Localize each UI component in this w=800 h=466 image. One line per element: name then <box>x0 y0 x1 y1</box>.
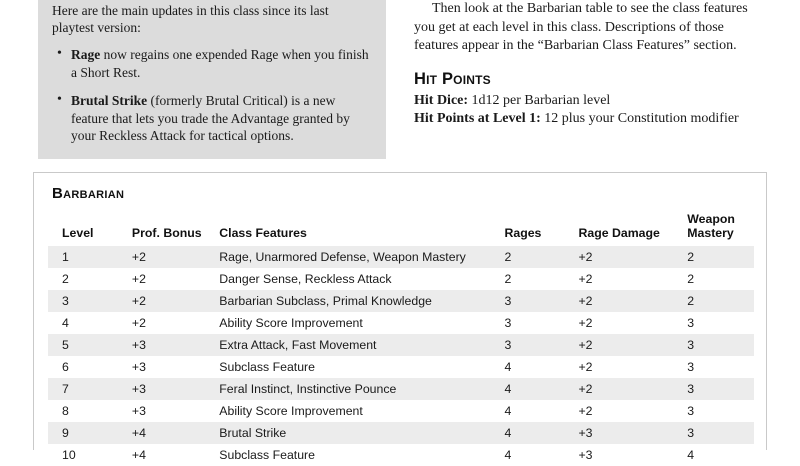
cell-level: 8 <box>62 404 69 418</box>
bullet-text: (formerly Brutal Critical) is a new feature that lets you trade the Advantage granted by your Reckless Attack for tactical options. <box>71 93 350 143</box>
cell-level: 5 <box>62 338 69 352</box>
cell-class-features: Feral Instinct, Instinctive Pounce <box>219 382 397 396</box>
cell-prof-bonus: +3 <box>131 382 146 396</box>
cell-rages: 3 <box>504 316 512 330</box>
cell-rages: 3 <box>504 294 512 308</box>
cell-level: 1 <box>62 250 69 264</box>
cell-rages: 4 <box>504 382 512 396</box>
table-row <box>48 334 754 356</box>
table-body <box>48 246 754 466</box>
hit-points-level1-value: 12 plus your Constitution modifier <box>540 111 739 126</box>
table-row <box>48 312 754 334</box>
table-row <box>48 290 754 312</box>
cell-rage-damage: +2 <box>578 294 593 308</box>
cell-level: 2 <box>62 272 69 286</box>
table-row <box>48 246 754 268</box>
column-header-rage-damage: Rage Damage <box>578 226 660 240</box>
cell-rage-damage: +2 <box>578 404 593 418</box>
left-column <box>36 0 386 165</box>
cell-class-features: Subclass Feature <box>219 360 315 374</box>
intro-paragraph: Then look at the Barbarian table to see the class features you get at each level in this class. Descriptions of those features appear in the “Barbarian Class Features” section. <box>414 1 748 53</box>
list-item <box>69 92 372 145</box>
table-row <box>48 400 754 422</box>
column-header-weapon-mastery: Weapon Mastery <box>687 212 735 240</box>
cell-weapon-mastery: 2 <box>687 272 695 286</box>
cell-level: 10 <box>62 448 76 462</box>
table-row <box>48 268 754 290</box>
cell-rages: 3 <box>504 338 512 352</box>
cell-weapon-mastery: 2 <box>687 294 695 308</box>
cell-rage-damage: +3 <box>578 426 593 440</box>
hit-points-heading: Hit Points <box>414 69 491 88</box>
cell-rages: 2 <box>504 272 512 286</box>
cell-rage-damage: +2 <box>578 360 593 374</box>
cell-level: 3 <box>62 294 69 308</box>
cell-weapon-mastery: 3 <box>687 360 695 374</box>
table-row <box>48 378 754 400</box>
cell-rages: 4 <box>504 404 512 418</box>
column-header-rages: Rages <box>504 226 542 240</box>
column-header-level: Level <box>62 226 94 240</box>
hit-points-level1-label: Hit Points at Level 1: <box>414 111 541 126</box>
table-row <box>48 444 754 466</box>
cell-level: 6 <box>62 360 69 374</box>
column-header-class-features: Class Features <box>219 226 307 240</box>
table-title: Barbarian <box>52 185 125 202</box>
cell-rages: 4 <box>504 448 512 462</box>
table-row <box>48 422 754 444</box>
cell-class-features: Subclass Feature <box>219 448 315 462</box>
cell-prof-bonus: +2 <box>131 250 146 264</box>
cell-prof-bonus: +4 <box>131 448 146 462</box>
cell-rage-damage: +2 <box>578 316 593 330</box>
table-row <box>48 356 754 378</box>
cell-weapon-mastery: 3 <box>687 338 695 352</box>
cell-class-features: Rage, Unarmored Defense, Weapon Mastery <box>219 250 466 264</box>
cell-prof-bonus: +4 <box>131 426 146 440</box>
cell-weapon-mastery: 3 <box>687 404 695 418</box>
cell-rage-damage: +2 <box>578 272 593 286</box>
cell-rages: 4 <box>504 360 512 374</box>
cell-weapon-mastery: 3 <box>687 426 695 440</box>
cell-class-features: Barbarian Subclass, Primal Knowledge <box>219 294 432 308</box>
hit-dice-value: 1d12 per Barbarian level <box>468 92 611 108</box>
cell-prof-bonus: +2 <box>131 294 146 308</box>
column-header-prof-bonus: Prof. Bonus <box>131 226 202 240</box>
cell-prof-bonus: +3 <box>131 360 146 374</box>
cell-class-features: Extra Attack, Fast Movement <box>219 338 377 352</box>
table-header <box>48 212 754 246</box>
cell-prof-bonus: +2 <box>131 316 146 330</box>
cell-rages: 2 <box>504 250 512 264</box>
barbarian-class-table <box>48 212 754 466</box>
hit-dice-line <box>414 92 764 111</box>
bullet-text: now regains one expended Rage when you finish a Short Rest. <box>71 47 369 80</box>
callout-bullet-list <box>52 46 372 145</box>
whats-new-callout <box>38 0 386 159</box>
cell-prof-bonus: +2 <box>131 272 146 286</box>
cell-rage-damage: +2 <box>578 338 593 352</box>
cell-weapon-mastery: 2 <box>687 250 695 264</box>
right-column <box>414 0 764 165</box>
list-item <box>69 46 372 81</box>
cell-rages: 4 <box>504 426 512 440</box>
cell-rage-damage: +2 <box>578 382 593 396</box>
cell-rage-damage: +2 <box>578 250 593 264</box>
bullet-lead: Rage <box>71 47 101 62</box>
cell-level: 9 <box>62 426 69 440</box>
bullet-lead: Brutal Strike <box>71 93 148 108</box>
hit-points-level1-line <box>414 110 764 129</box>
two-column-text <box>0 0 800 165</box>
cell-class-features: Ability Score Improvement <box>219 404 363 418</box>
cell-weapon-mastery: 4 <box>687 448 695 462</box>
table-header-row <box>48 212 754 246</box>
cell-weapon-mastery: 3 <box>687 382 695 396</box>
cell-class-features: Danger Sense, Reckless Attack <box>219 272 392 286</box>
hit-dice-label: Hit Dice: <box>414 92 469 108</box>
cell-level: 7 <box>62 382 69 396</box>
cell-rage-damage: +3 <box>578 448 593 462</box>
cell-level: 4 <box>62 316 69 330</box>
callout-intro: Here are the main updates in this class since its last playtest version: <box>52 3 329 35</box>
cell-prof-bonus: +3 <box>131 338 146 352</box>
cell-class-features: Ability Score Improvement <box>219 316 363 330</box>
cell-class-features: Brutal Strike <box>219 426 287 440</box>
cell-weapon-mastery: 3 <box>687 316 695 330</box>
cell-prof-bonus: +3 <box>131 404 146 418</box>
barbarian-table-panel <box>33 172 767 462</box>
